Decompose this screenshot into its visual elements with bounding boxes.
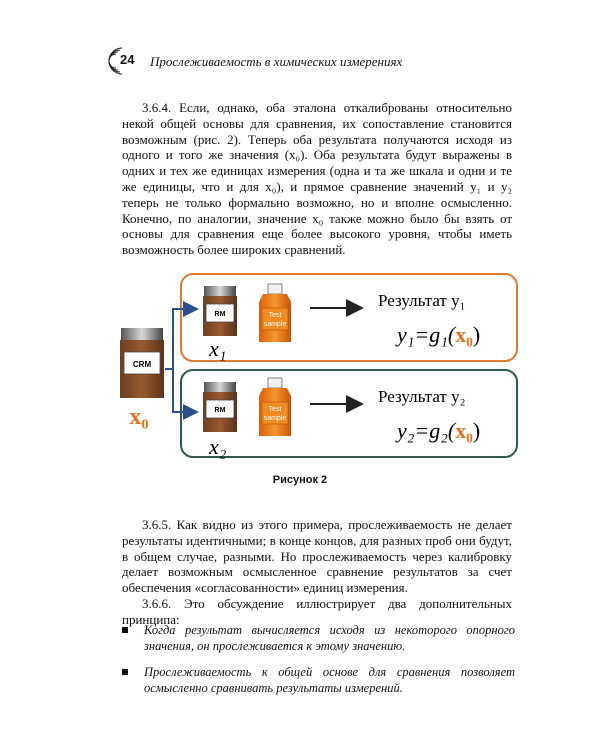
x2-label: x₂ bbox=[209, 434, 227, 459]
top-rm-label: RM bbox=[214, 311, 226, 318]
list-item bbox=[120, 622, 515, 654]
page-header bbox=[100, 46, 520, 76]
body-text-top bbox=[122, 100, 512, 258]
top-formula-suffix: ) bbox=[472, 322, 481, 347]
page-number: 24 bbox=[120, 52, 135, 67]
paragraph-3-6-6: 3.6.6. Это обсуждение иллюстрирует два дополнительных принципа: bbox=[122, 595, 512, 627]
top-result-text: Результат y₁ bbox=[378, 291, 466, 310]
top-formula-prefix: y₁=g₁( bbox=[397, 322, 456, 347]
crm-jar-icon bbox=[120, 328, 164, 398]
bullet-text: Когда результат вычисляется исходя из некоторого опорного значения, он прослеживается к этому значению. bbox=[144, 623, 515, 653]
bottom-formula bbox=[395, 418, 480, 443]
bottom-result-text: Результат y₂ bbox=[378, 387, 466, 406]
bottom-test-label-2: sample bbox=[263, 415, 287, 422]
arrow-to-bottom-branch bbox=[173, 369, 197, 412]
principles-list bbox=[120, 622, 515, 706]
crm-label: CRM bbox=[132, 360, 152, 369]
top-rm-jar-icon bbox=[203, 286, 237, 336]
bullet-text: Прослеживаемость к общей основе для сравнения позволяет осмысленно сравнивать результаты измерений. bbox=[144, 665, 515, 695]
top-formula-x0: x₀ bbox=[455, 322, 473, 347]
running-title: Прослеживаемость в химических измерениях bbox=[150, 54, 403, 69]
bottom-formula-prefix: y₂=g₂( bbox=[397, 418, 456, 443]
square-bullet-icon bbox=[122, 669, 128, 675]
paragraph-3-6-5: 3.6.5. Как видно из этого примера, прослеживаемость не делает результаты идентичными; в конце концов, для разных проб они будут, в общем случае, разными. Но прослеживаемость через калибровку делает возможным осмысленное сравнение результатов за счет обеспечения «согласованности» единиц измерения. bbox=[122, 517, 512, 596]
bottom-rm-label: RM bbox=[214, 407, 226, 414]
bottom-test-sample-icon bbox=[259, 378, 291, 436]
body-text-bottom bbox=[122, 517, 512, 628]
top-test-sample-icon bbox=[259, 284, 291, 342]
x0-label: x₀ bbox=[129, 404, 149, 430]
top-formula bbox=[395, 322, 480, 347]
x1-label: x₁ bbox=[209, 336, 227, 361]
figure-2 bbox=[115, 264, 525, 464]
figure-caption: Рисунок 2 bbox=[272, 474, 328, 486]
top-test-label-1: Test bbox=[268, 312, 282, 319]
bottom-test-label-1: Test bbox=[268, 406, 282, 413]
paragraph-3-6-4: 3.6.4. Если, однако, оба эталона откалиброваны относительно некой общей основы для сравнения, их сопоставление становится возможным (рис. 2). Теперь оба результата получаются исходя из одного и того же значения (x₀). Оба результата будут выражены в одних и тех же единицах измерения (одна и та же шкала и одни и те же единицы, что и для x₀), и прямое сравнение значений y₁ и y₂ теперь не только формально возможно, но и вполне осмысленно. Конечно, по аналогии, значение x₀ также можно было бы взять от основы для сравнения еще более высокого уровня, чтобы иметь возможность более широких сравнений. bbox=[122, 100, 512, 258]
figure-2-diagram bbox=[115, 264, 525, 464]
list-item bbox=[120, 664, 515, 696]
bottom-rm-jar-icon bbox=[203, 382, 237, 432]
square-bullet-icon bbox=[122, 627, 128, 633]
top-test-label-2: sample bbox=[263, 321, 287, 328]
bottom-formula-suffix: ) bbox=[472, 418, 481, 443]
bottom-formula-x0: x₀ bbox=[455, 418, 473, 443]
